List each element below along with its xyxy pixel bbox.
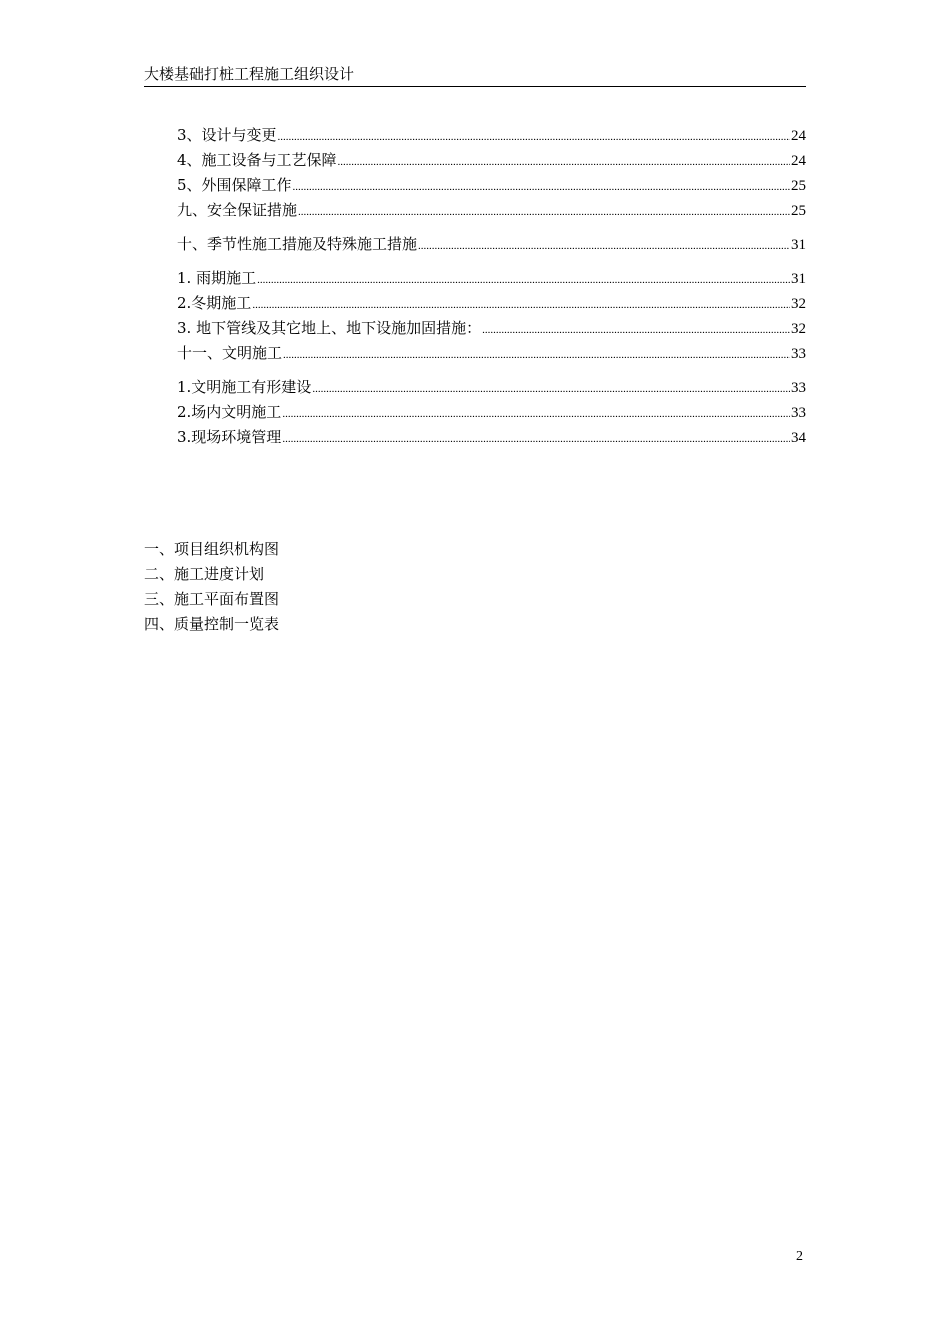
toc-entry-label: 1. 雨期施工	[177, 269, 257, 287]
toc-dot-leader	[482, 319, 790, 341]
toc-dot-leader	[252, 294, 790, 316]
toc-entry[interactable]	[177, 149, 806, 171]
toc-dot-leader	[338, 151, 790, 173]
toc-entry[interactable]	[177, 233, 806, 255]
toc-entry-label: 九、安全保证措施	[177, 201, 298, 219]
toc-entry[interactable]	[177, 342, 806, 364]
toc-entry-page: 25	[791, 203, 806, 219]
document-title: 大楼基础打桩工程施工组织设计	[144, 65, 355, 83]
toc-entry-page: 34	[791, 430, 806, 446]
toc-dot-leader	[283, 344, 790, 366]
toc-entry[interactable]	[177, 292, 806, 314]
toc-entry-label: 1.文明施工有形建设	[177, 378, 312, 396]
toc-entry[interactable]	[177, 174, 806, 196]
toc-entry-page: 32	[791, 296, 806, 312]
toc-entry-page: 33	[791, 405, 806, 421]
toc-entry-page: 24	[791, 128, 806, 144]
page-header	[144, 64, 806, 87]
page-number: 2	[796, 1249, 803, 1264]
toc-dot-leader	[282, 403, 790, 425]
toc-dot-leader	[278, 126, 790, 148]
toc-entry-label: 十一、文明施工	[177, 344, 283, 362]
toc-entry-label: 3、设计与变更	[177, 126, 277, 144]
toc-entry-label: 5、外围保障工作	[177, 176, 292, 194]
toc-dot-leader	[293, 176, 790, 198]
toc-entry-label: 2.场内文明施工	[177, 403, 282, 421]
toc-entry-label: 3. 地下管线及其它地上、地下设施加固措施：	[177, 319, 482, 337]
toc-entry-label: 4、施工设备与工艺保障	[177, 151, 337, 169]
toc-dot-leader	[418, 235, 790, 257]
toc-entry[interactable]	[177, 199, 806, 221]
toc-entry-page: 24	[791, 153, 806, 169]
toc-entry-page: 25	[791, 178, 806, 194]
toc-entry[interactable]	[177, 376, 806, 398]
toc-entry-label: 十、季节性施工措施及特殊施工措施	[177, 235, 418, 253]
toc-dot-leader	[298, 201, 790, 223]
toc-entry-page: 33	[791, 380, 806, 396]
appendix-item: 二、施工进度计划	[144, 565, 265, 583]
toc-entry-page: 33	[791, 346, 806, 362]
toc-entry[interactable]	[177, 267, 806, 289]
toc-entry[interactable]	[177, 317, 806, 339]
toc-entry[interactable]	[177, 426, 806, 448]
toc-entry-page: 31	[791, 237, 806, 253]
toc-entry-label: 3.现场环境管理	[177, 428, 282, 446]
appendix-item: 三、施工平面布置图	[144, 590, 280, 608]
toc-entry[interactable]	[177, 124, 806, 146]
toc-entry-page: 32	[791, 321, 806, 337]
toc-dot-leader	[312, 378, 790, 400]
toc-entry-page: 31	[791, 271, 806, 287]
toc-dot-leader	[257, 269, 790, 291]
appendix-item: 一、项目组织机构图	[144, 540, 280, 558]
toc-entry-label: 2.冬期施工	[177, 294, 252, 312]
appendix-item: 四、质量控制一览表	[144, 615, 280, 633]
toc-entry[interactable]	[177, 401, 806, 423]
toc-dot-leader	[282, 428, 790, 450]
